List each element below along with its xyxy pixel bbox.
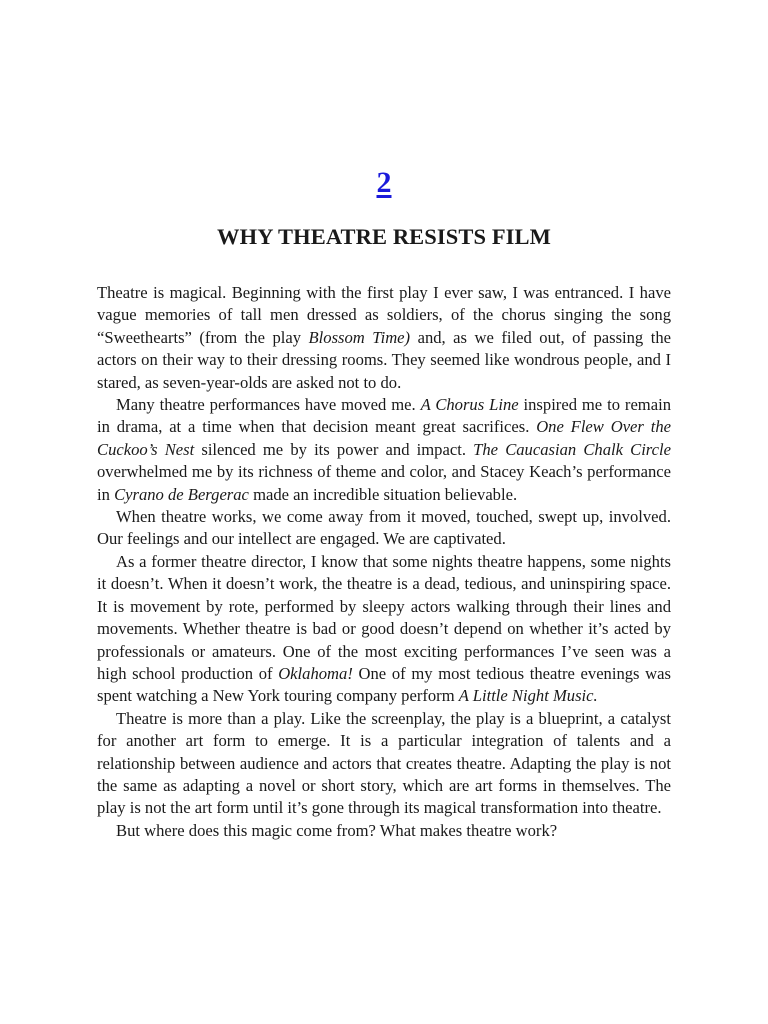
text-run: Theatre is more than a play. Like the screenplay, the play is a blueprint, a catalyst for another art form to emerge. It is a particular integration of talents and a relationship between audience and actors that creates theatre. Adapting the play is not the same as adapting a novel or short story, which are art forms in themselves. The play is not the art form until it’s gone through its magical transformation into theatre. bbox=[97, 708, 671, 818]
text-run: One of my most tedious theatre evenings was spent watching a New York touring company perform bbox=[97, 663, 671, 706]
text-run: When theatre works, we come away from it moved, touched, swept up, involved. Our feelings and our intellect are engaged. We are captivated. bbox=[97, 507, 671, 549]
italic-title: Cyrano de Bergerac bbox=[114, 484, 249, 504]
text-run: As a former theatre director, I know that some nights theatre happens, some nights it doesn’t. When it doesn’t work, the theatre is a dead, tedious, and uninspiring space. It is movement by rote, performed by sleepy actors walking through their lines and movements. Whether theatre is bad or good doesn’t depend on whether it’s acted by professionals or amateurs. One of the most exciting performances I’ve seen was a high school production of bbox=[97, 551, 671, 683]
text-run: made an incredible situation believable. bbox=[248, 484, 518, 504]
italic-title: A Chorus Line bbox=[420, 395, 519, 415]
paragraph bbox=[97, 551, 671, 708]
chapter-number-link[interactable]: 2 bbox=[376, 166, 392, 199]
chapter-number bbox=[0, 166, 768, 200]
text-run: Theatre is magical. Beginning with the first play I ever saw, I was entranced. I have vague memories of tall men dressed as soldiers, of the chorus singing the song “Sweethearts” (from the play bbox=[97, 283, 671, 347]
italic-title: The Caucasian Chalk Circle bbox=[473, 439, 671, 459]
text-run: But where does this magic come from? What makes theatre work? bbox=[116, 820, 558, 840]
text-run: Many theatre performances have moved me. bbox=[116, 395, 421, 415]
paragraph bbox=[97, 820, 671, 842]
text-run: overwhelmed me by its richness of theme and color, and Stacey Keach’s performance in bbox=[97, 462, 671, 504]
italic-title: One Flew Over the Cuckoo’s Nest bbox=[97, 417, 671, 459]
chapter-body bbox=[97, 282, 671, 842]
text-run: and, as we filed out, of passing the actors on their way to their dressing rooms. They seemed like wondrous people, and I stared, as seven-year-olds are asked not to do. bbox=[97, 327, 671, 392]
paragraph bbox=[97, 394, 671, 506]
paragraph bbox=[97, 282, 671, 394]
italic-title: A Little Night Music. bbox=[458, 686, 598, 706]
text-run: silenced me by its power and impact. bbox=[194, 439, 474, 459]
chapter-title: WHY THEATRE RESISTS FILM bbox=[217, 224, 551, 249]
paragraph bbox=[97, 506, 671, 551]
italic-title: Blossom Time) bbox=[308, 327, 411, 347]
italic-title: Oklahoma! bbox=[278, 663, 353, 683]
text-run: inspired me to remain in drama, at a time when that decision meant great sacrifices. bbox=[97, 395, 671, 437]
paragraph bbox=[97, 708, 671, 820]
